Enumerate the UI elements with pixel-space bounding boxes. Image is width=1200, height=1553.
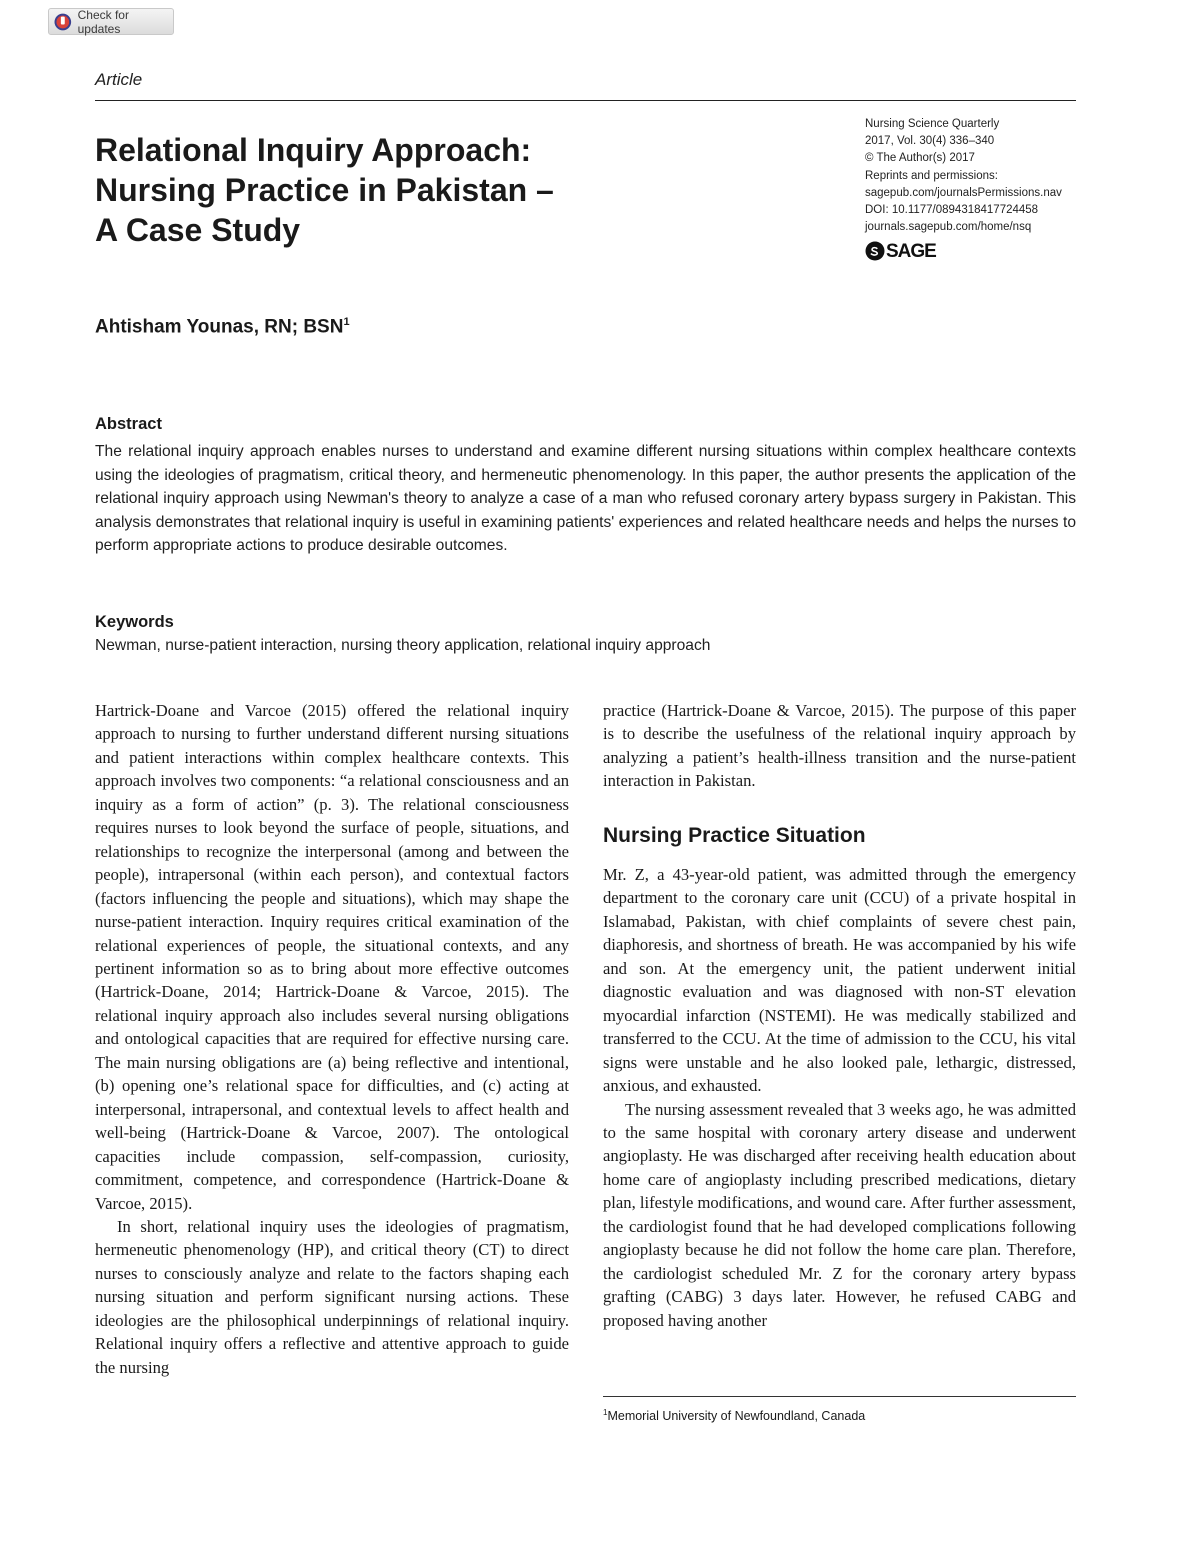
footnote-text: Memorial University of Newfoundland, Canada (607, 1409, 866, 1424)
doi-link[interactable]: DOI: 10.1177/0894318417724458 (865, 204, 1039, 217)
footnote-divider (603, 1396, 1076, 1397)
journal-name: Nursing Science Quarterly (865, 118, 1000, 130)
abstract-text: The relational inquiry approach enables nurses to understand and examine different nursing situations within complex healthcare contexts using the ideologies of pragmatism, critical theory, and hermeneutic phenomenology. In this paper, the author presents the application of the relational inquiry approach using Newman's theory to analyze a case of a man who refused coronary artery bypass surgery in Pakistan. This analysis demonstrates that relational inquiry is useful in examining patients' experiences and related healthcare needs and helps the nurses to perform appropriate actions to produce desirable outcomes. (95, 443, 1076, 554)
body-paragraph: The nursing assessment revealed that 3 weeks ago, he was admitted to the same hospital with coronary artery disease and underwent angioplasty. He was discharged after receiving health education about home care of angioplasty including prescribed medications, dietary plan, lifestyle modifications, and wound care. After further assessment, the cardiologist found that he had developed complications following angioplasty because he did not follow the home care plan. Therefore, the cardiologist scheduled Mr. Z for the coronary artery bypass grafting (CABG) 3 days later. However, he refused CABG and proposed having another (603, 1099, 1076, 1330)
check-for-updates-label: Check for updates (77, 7, 129, 36)
keywords-text: Newman, nurse-patient interaction, nursing theory application, relational inquiry approach (95, 637, 711, 654)
author-affiliation-mark: 1 (343, 316, 350, 328)
journal-info (865, 116, 1080, 263)
sage-logo-icon (865, 241, 885, 261)
abstract-heading: Abstract (95, 415, 162, 433)
publisher-logo (865, 239, 1080, 263)
body-paragraph: Mr. Z, a 43-year-old patient, was admitted through the emergency department to the coronary care unit (CCU) of a private hospital in Islamabad, Pakistan, with chief complaints of severe chest pain, diaphoresis, and shortness of breath. He was accompanied by his wife and son. At the emergency unit, the patient underwent initial diagnostic evaluation and was diagnosed with non-ST elevation myocardial infarction (NSTEMI). He was medically stabilized and transferred to the CCU. At the time of admission to the CCU, his vital signs were unstable and he also looked pale, lethargic, distressed, anxious, and exhausted. (603, 865, 1076, 1096)
title-line: Nursing Practice in Pakistan – (95, 172, 554, 208)
footnote (603, 1408, 865, 1423)
keywords-heading: Keywords (95, 613, 174, 631)
author-name-text: Ahtisham Younas, RN; BSN (95, 316, 344, 338)
reprints-label: Reprints and permissions: (865, 169, 998, 182)
body-paragraph: practice (Hartrick-Doane & Varcoe, 2015). The purpose of this paper is to describe the usefulness of the relational inquiry approach by analyzing a patient’s health-illness transition and the nurse-patient interaction in Pakistan. (603, 701, 1076, 791)
body-right-column (603, 863, 1076, 1332)
body-left-column (95, 699, 569, 1379)
journal-citation: 2017, Vol. 30(4) 336–340 (865, 135, 995, 148)
journal-home-link[interactable]: journals.sagepub.com/home/nsq (865, 221, 1032, 234)
sage-logo-text: SAGE (886, 240, 936, 262)
author-name (95, 316, 350, 338)
permissions-link[interactable]: sagepub.com/journalsPermissions.nav (865, 186, 1062, 199)
title-line: Relational Inquiry Approach: (95, 132, 532, 168)
article-title (95, 130, 655, 250)
body-paragraph: In short, relational inquiry uses the ideologies of pragmatism, hermeneutic phenomenology (HP), and critical theory (CT) to direct nurses to consciously analyze and relate to the factors shaping each nursing situation and perform significant nursing actions. These ideologies are the philosophical underpinnings of relational inquiry. Relational inquiry offers a reflective and attentive approach to guide the nursing (95, 1216, 569, 1377)
section-heading: Nursing Practice Situation (603, 824, 866, 847)
title-line: A Case Study (95, 212, 301, 248)
body-paragraph: Hartrick-Doane and Varcoe (2015) offered the relational inquiry approach to nursing to further understand different nursing situations and patient interactions within complex healthcare contexts. This approach involves two components: “a relational consciousness and an inquiry as a form of action” (p. 3). The relational consciousness requires nurses to look beyond the surface of people, situations, and relationships to recognize the interpersonal (among and between the people), intrapersonal (within each person), and contextual factors (factors influencing the people and situations), which may shape the nurse-patient interaction. Inquiry requires critical examination of the relational experiences of people, the situational contexts, and any pertinent information so as to bring about more effective outcomes (Hartrick-Doane, 2014; Hartrick-Doane & Varcoe, 2015). The relational inquiry approach also includes several nursing obligations and ontological capacities that are required for effective nursing care. The main nursing obligations are (a) being reflective and intentional, (b) opening one’s relational space for difficulties, and (c) acting at interpersonal, intrapersonal, and contextual levels to affect health and well-being (Hartrick-Doane & Varcoe, 2007). The ontological capacities include compassion, self-compassion, curiosity, commitment, competence, and correspondence (Hartrick-Doane & Varcoe, 2015). (95, 701, 569, 1213)
article-type-label: Article (95, 70, 143, 89)
footnote-mark: 1 (603, 1408, 608, 1417)
body-right-column-intro (603, 699, 1076, 793)
check-for-updates-icon (54, 13, 72, 31)
copyright-notice: © The Author(s) 2017 (865, 152, 975, 165)
check-for-updates-button[interactable] (48, 8, 174, 35)
header-divider (95, 100, 1076, 101)
